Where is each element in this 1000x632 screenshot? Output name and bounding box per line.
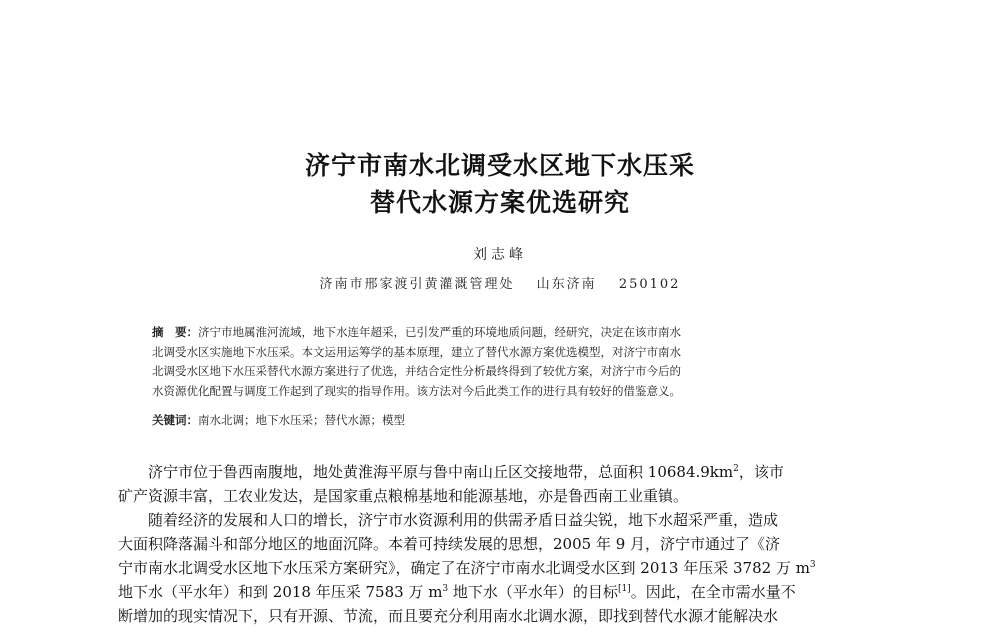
superscript: 3	[809, 560, 816, 570]
keywords	[152, 412, 405, 428]
body-text-span: 地下水（平水年）和到 2018 年压采 7583 万 m	[118, 583, 443, 601]
body-text-span: 。因此，在全市需水量不	[630, 583, 796, 601]
body-line: 断增加的现实情况下，只有开源、节流，而且要充分利用南水北调水源，即找到替代水源才能解决水	[118, 607, 779, 625]
abstract	[152, 323, 864, 402]
body-text-span: 济宁市位于鲁西南腹地，地处黄淮海平原与鲁中南山丘区交接地带，总面积 10684.9km	[148, 463, 734, 481]
body-text	[118, 460, 908, 628]
citation-ref: [1]	[617, 584, 631, 594]
author-affiliation	[0, 273, 1000, 292]
abstract-line: 北调受水区地下水压采替代水源方案进行了优选，并结合定性分析最终得到了较优方案，对济宁市今后的	[152, 364, 681, 379]
abstract-text: 济宁市地属淮河流域，地下水连年超采，已引发严重的环境地质问题，经研究，决定在该市南水	[198, 325, 681, 339]
body-line	[118, 460, 908, 484]
body-line: 随着经济的发展和人口的增长，济宁市水资源利用的供需矛盾日益尖锐，地下水超采严重，造成	[148, 511, 779, 529]
body-line: 矿产资源丰富，工农业发达，是国家重点粮棉基地和能源基地，亦是鲁西南工业重镇。	[118, 487, 689, 505]
keywords-text: 南水北调；地下水压采；替代水源；模型	[198, 413, 405, 427]
superscript: 3	[442, 584, 449, 594]
author-name: 刘志峰	[473, 247, 527, 263]
body-line: 大面积降落漏斗和部分地区的地面沉降。本着可持续发展的思想，2005 年 9 月，济宁市通过了《济	[118, 535, 781, 553]
paper-title-line-2: 替代水源方案优选研究	[369, 188, 630, 217]
body-text-span: 宁市南水北调受水区地下水压采方案研究》，确定了在济宁市南水北调受水区到 2013 年压采 3782 万 m	[118, 559, 810, 577]
affiliation-place: 山东济南	[536, 277, 597, 292]
abstract-line: 北调受水区实施地下水压采。本文运用运筹学的基本原理，建立了替代水源方案优选模型，对济宁市南水	[152, 344, 681, 359]
body-text-span: ，该市	[738, 463, 784, 481]
superscript: 2	[733, 464, 739, 474]
affiliation-postcode: 250102	[618, 277, 681, 292]
body-line	[118, 580, 908, 604]
keywords-label: 关键词：	[152, 413, 198, 427]
abstract-label: 摘 要：	[152, 325, 198, 339]
abstract-line: 水资源优化配置与调度工作起到了现实的指导作用。该方法对今后此类工作的进行具有较好的借鉴意义。	[152, 384, 681, 399]
paper-title-line-1: 济宁市南水北调受水区地下水压采	[304, 151, 695, 180]
affiliation-org: 济南市邢家渡引黄灌溉管理处	[319, 277, 515, 292]
body-text-span: 地下水（平水年）的目标	[448, 583, 618, 601]
body-line	[118, 556, 908, 580]
abstract-line	[152, 323, 864, 343]
